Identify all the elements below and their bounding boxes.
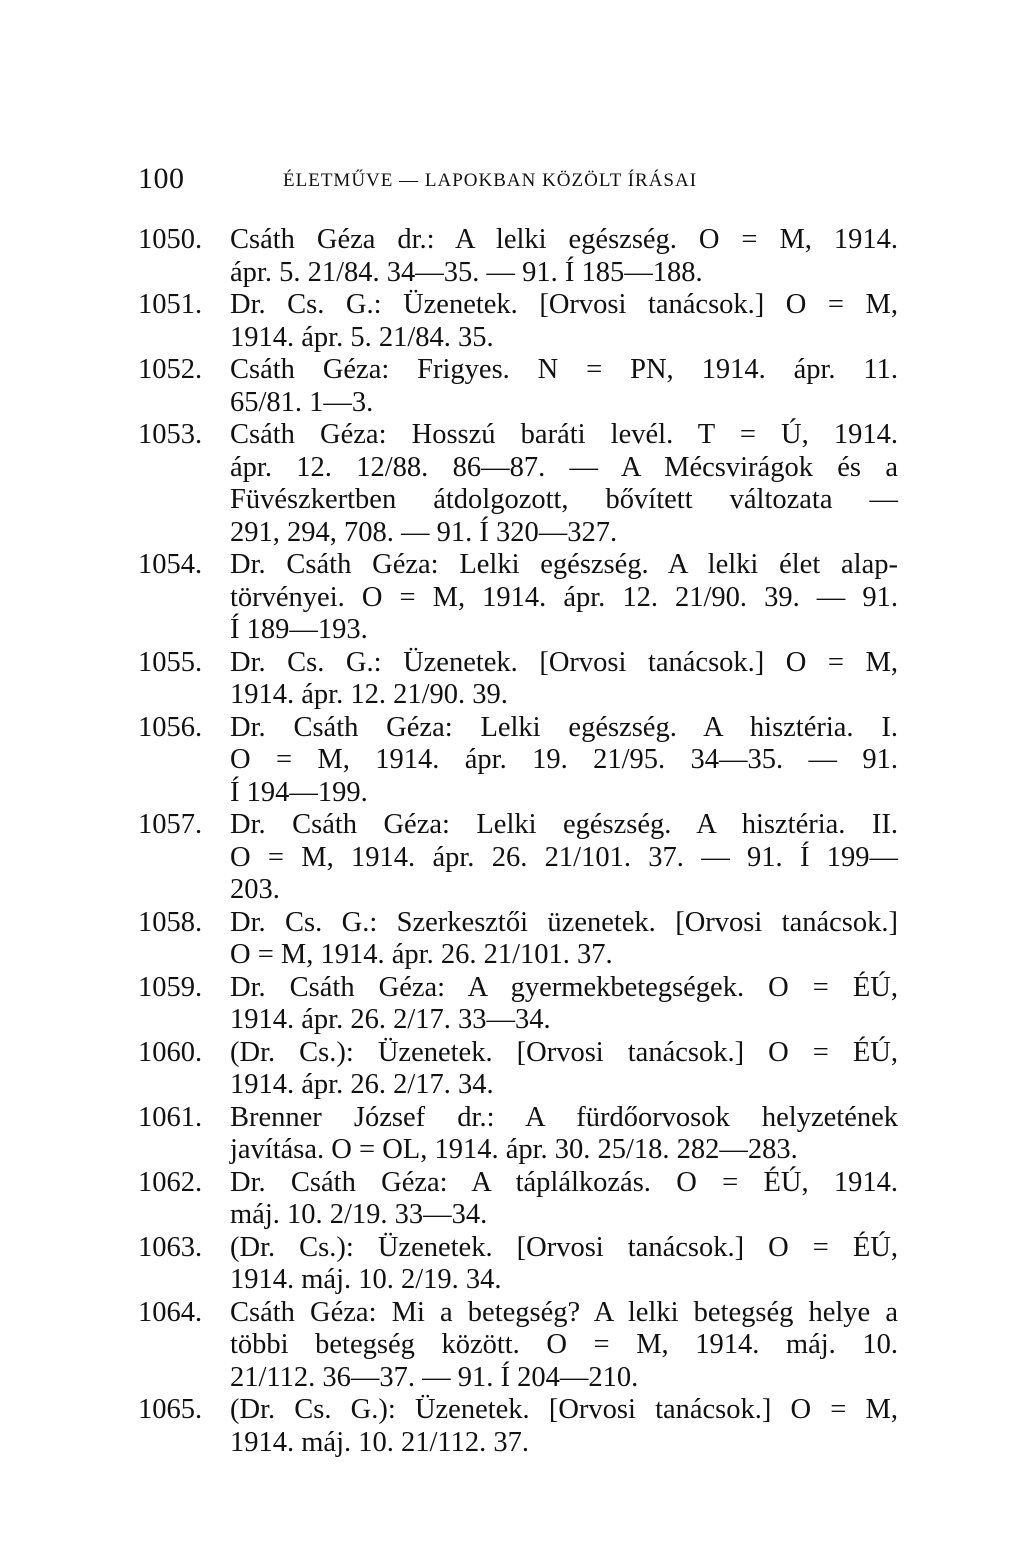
running-head-title: ÉLETMŰVE — LAPOKBAN KÖZÖLT ÍRÁSAI	[283, 170, 698, 191]
entry-line: O = M, 1914. ápr. 26. 21/101. 37. — 91. Í 199—	[230, 841, 898, 873]
entry-number: 1058.	[138, 906, 203, 938]
entry-line: Í 189—193.	[230, 614, 368, 645]
entry-line: 1914. máj. 10. 21/112. 37.	[230, 1426, 529, 1458]
entry-line: 65/81. 1—3.	[230, 386, 374, 418]
entry-number: 1065.	[138, 1394, 203, 1425]
entry-line: O = M, 1914. ápr. 19. 21/95. 34—35. — 91.	[230, 744, 898, 775]
entry-line: Dr. Csáth Géza: Lelki egészség. A lelki élet alap-	[230, 549, 898, 580]
bibliography-entry	[138, 224, 898, 289]
entry-number: 1056.	[138, 711, 203, 743]
entry-number: 1059.	[138, 971, 203, 1003]
entry-number: 1053.	[138, 419, 203, 450]
entry-line: ápr. 5. 21/84. 34—35. — 91. Í 185—188.	[230, 256, 703, 288]
entry-line: 1914. ápr. 12. 21/90. 39.	[230, 679, 508, 710]
entry-line: többi betegség között. O = M, 1914. máj. 10.	[230, 1329, 898, 1360]
bibliography-entry	[138, 712, 898, 810]
entry-line: Csáth Géza: Mi a betegség? A lelki betegség helye a	[230, 1296, 898, 1328]
bibliography-entry	[138, 647, 898, 712]
bibliography-entry	[138, 1297, 898, 1395]
entry-line: 291, 294, 708. — 91. Í 320—327.	[230, 516, 618, 548]
entry-line: Dr. Cs. G.: Szerkesztői üzenetek. [Orvosi tanácsok.]	[230, 906, 898, 938]
entry-line: 1914. ápr. 26. 2/17. 33—34.	[230, 1004, 551, 1035]
entry-line: Csáth Géza dr.: A lelki egészség. O = M, 1914.	[230, 224, 898, 255]
bibliography-entry	[138, 419, 898, 549]
entry-number: 1057.	[138, 809, 203, 840]
page-number: 100	[138, 162, 185, 195]
entry-number: 1064.	[138, 1296, 203, 1328]
entry-line: 203.	[230, 874, 280, 905]
entry-number: 1055.	[138, 646, 203, 678]
bibliography-entry	[138, 549, 898, 647]
entry-line: Füvészkertben átdolgozott, bővített változata —	[230, 484, 898, 515]
entry-line: O = M, 1914. ápr. 26. 21/101. 37.	[230, 939, 613, 970]
entry-line: Dr. Cs. G.: Üzenetek. [Orvosi tanácsok.] O = M,	[230, 646, 898, 678]
bibliography-list	[138, 224, 898, 1459]
bibliography-entry	[138, 1102, 898, 1167]
entry-number: 1061.	[138, 1101, 203, 1133]
entry-line: Í 194—199.	[230, 776, 368, 808]
entry-line: 1914. ápr. 26. 2/17. 34.	[230, 1069, 494, 1100]
entry-number: 1052.	[138, 354, 203, 385]
entry-line: máj. 10. 2/19. 33—34.	[230, 1199, 488, 1230]
entry-line: (Dr. Cs.): Üzenetek. [Orvosi tanácsok.] O = ÉÚ,	[230, 1036, 898, 1068]
bibliography-entry	[138, 907, 898, 972]
bibliography-entry	[138, 1232, 898, 1297]
entry-number: 1063.	[138, 1231, 203, 1263]
bibliography-entry	[138, 809, 898, 907]
entry-line: 21/112. 36—37. — 91. Í 204—210.	[230, 1361, 639, 1393]
bibliography-entry	[138, 289, 898, 354]
entry-line: Brenner József dr.: A fürdőorvosok helyzetének	[230, 1101, 898, 1133]
entry-number: 1062.	[138, 1166, 203, 1198]
bibliography-entry	[138, 1037, 898, 1102]
bibliography-entry	[138, 354, 898, 419]
entry-number: 1060.	[138, 1036, 203, 1068]
entry-line: Csáth Géza: Frigyes. N = PN, 1914. ápr. 11.	[230, 354, 898, 385]
bibliography-entry	[138, 972, 898, 1037]
entry-line: Dr. Csáth Géza: A táplálkozás. O = ÉÚ, 1914.	[230, 1166, 898, 1198]
running-head	[138, 162, 898, 196]
entry-line: Dr. Csáth Géza: Lelki egészség. A hisztéria. II.	[230, 809, 898, 840]
bibliography-entry	[138, 1167, 898, 1232]
entry-line: 1914. ápr. 5. 21/84. 35.	[230, 321, 494, 353]
entry-number: 1051.	[138, 289, 203, 320]
entry-line: Dr. Csáth Géza: A gyermekbetegségek. O = ÉÚ,	[230, 971, 898, 1003]
bibliography-entry	[138, 1394, 898, 1459]
entry-line: Dr. Csáth Géza: Lelki egészség. A hisztéria. I.	[230, 711, 898, 743]
entry-line: törvényei. O = M, 1914. ápr. 12. 21/90. 39. — 91.	[230, 581, 898, 613]
entry-line: (Dr. Cs. G.): Üzenetek. [Orvosi tanácsok.] O = M,	[230, 1394, 898, 1425]
entry-line: 1914. máj. 10. 2/19. 34.	[230, 1264, 502, 1295]
entry-line: Dr. Cs. G.: Üzenetek. [Orvosi tanácsok.] O = M,	[230, 289, 898, 320]
entry-line: javítása. O = OL, 1914. ápr. 30. 25/18. 282—283.	[230, 1134, 798, 1165]
entry-number: 1050.	[138, 224, 203, 255]
entry-line: Csáth Géza: Hosszú baráti levél. T = Ú, 1914.	[230, 419, 898, 450]
entry-line: ápr. 12. 12/88. 86—87. — A Mécsvirágok és a	[230, 451, 898, 483]
entry-line: (Dr. Cs.): Üzenetek. [Orvosi tanácsok.] O = ÉÚ,	[230, 1231, 898, 1263]
entry-number: 1054.	[138, 549, 203, 580]
